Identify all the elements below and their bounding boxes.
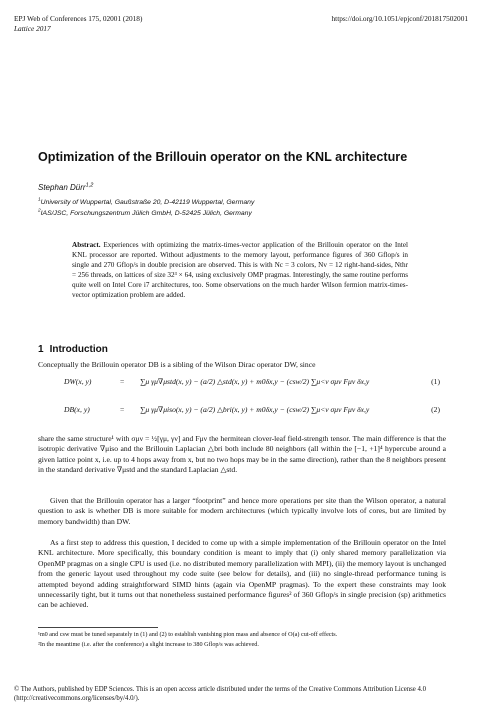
abstract [72,240,408,301]
abstract-text: Experiences with optimizing the matrix-times-vector application of the Brillouin operator on the Intel KNL processor are reported. Without adjustments to the memory layout, performance figures of 360 Gflop/s in single and 270 Gflop/s in double precision are observed. This is with Nc = 3 colors, Nv = 12 right-hand-sides, Nthr = 256 threads, on lattices of size 32³ × 64, using exclusively OMP pragmas. Interestingly, the same routine performs quite well on Intel Core i7 architectures, too. Some observations on the much harder Wilson fermion matrix-times-vector optimization problem are added. [72,241,409,300]
section-title: Introduction [49,344,108,355]
abstract-label: Abstract. [72,241,101,249]
paragraph: share the same structure¹ with σμν = ½[γμ, γν] and Fμν the hermitean clover-leaf field-strength tensor. The main difference is that the isotropic derivative ∇μiso and the Brillouin Laplacian △bri both include 80 neighbors (all within the [−1, +1]⁴ hypercube around a given lattice point x, i.e. up to 4 hops away from x, but no two hops may be in the same direction), rather than the 8 neighbors present in the standard derivative ∇μstd and the standard Laplacian △std. [38,434,446,475]
affiliation-text: University of Wuppertal, Gaußstraße 20, D-42119 Wuppertal, Germany [40,199,255,206]
equation-number: (1) [431,377,440,386]
equation-rhs: ∑μ γμ∇μstd(x, y) − (a/2) △std(x, y) + m0δx,y − (csw/2) ∑μ<ν σμν Fμν δx,y [140,377,370,386]
paragraph: Given that the Brillouin operator has a larger “footprint” and hence more operations per site than the Wilson operator, a natural question to ask is whether DB is more suitable for modern architectures (which typically involve lots of cores, but are limited by memory bandwidth) than DW. [38,496,446,526]
equation-lhs: DW(x, y) [64,377,92,386]
author-affiliation-marks: 1,2 [85,182,94,189]
affiliation-number: 2 [38,208,41,214]
intro-sentence: Conceptually the Brillouin operator DB is a sibling of the Wilson Dirac operator DW, since [38,360,316,369]
section-heading [38,344,108,355]
affiliation-2 [38,210,252,217]
paper-title: Optimization of the Brillouin operator on the KNL architecture [38,150,408,164]
journal-citation: EPJ Web of Conferences 175, 02001 (2018) [14,14,143,23]
affiliation-text: IAS/JSC, Forschungszentrum Jülich GmbH, D-52425 Jülich, Germany [40,210,252,217]
author-name: Stephan Dürr [38,183,86,192]
equation-equals: = [120,377,125,386]
footnote-2: ²In the meantime (i.e. after the conference) a slight increase to 380 Gflop/s was achieved. [38,641,259,648]
equation-lhs: DB(x, y) [64,405,90,414]
equation-2 [38,399,446,425]
doi-link[interactable]: https://doi.org/10.1051/epjconf/201817502001 [331,14,468,23]
equation-equals: = [120,405,125,414]
equation-number: (2) [431,405,440,414]
conference-name: Lattice 2017 [14,24,51,33]
affiliation-number: 1 [38,197,41,203]
equation-1 [38,371,446,397]
footnote-rule [38,627,158,628]
license-notice: © The Authors, published by EDP Sciences. This is an open access article distributed under the terms of the Creative Commons Attribution License 4.0 (http://creativecommons.org/licenses/by/4.0/). [14,686,427,703]
paragraph: As a first step to address this question, I decided to come up with a simple implementation of the Brillouin operator on the Intel KNL architecture. More specifically, this boundary condition is meant to imply that (i) only shared memory parallelization via OpenMP pragmas on a single CPU is used (i.e. no distributed memory parallelization with MPI), (ii) the memory layout is unchanged from the generic layout used throughout my code suite (see below for details), and (iii) no single-thread performance tuning is attempted beyond adding straightforward SIMD hints (again via OpenMP pragmas). To the expert these constraints may look unnecessarily tight, but it turns out that nonetheless sustained performance figures² of 360 Gflop/s in single precision (sp) arithmetics can be achieved. [38,538,446,610]
affiliation-1 [38,199,254,206]
footnote-1: ¹m0 and csw must be tuned separately in (1) and (2) to establish vanishing pion mass and absence of O(a) cut-off effects. [38,631,338,638]
section-number: 1 [38,344,44,355]
author-line [38,183,93,192]
equation-rhs: ∑μ γμ∇μiso(x, y) − (a/2) △bri(x, y) + m0δx,y − (csw/2) ∑μ<ν σμν Fμν δx,y [140,405,370,414]
